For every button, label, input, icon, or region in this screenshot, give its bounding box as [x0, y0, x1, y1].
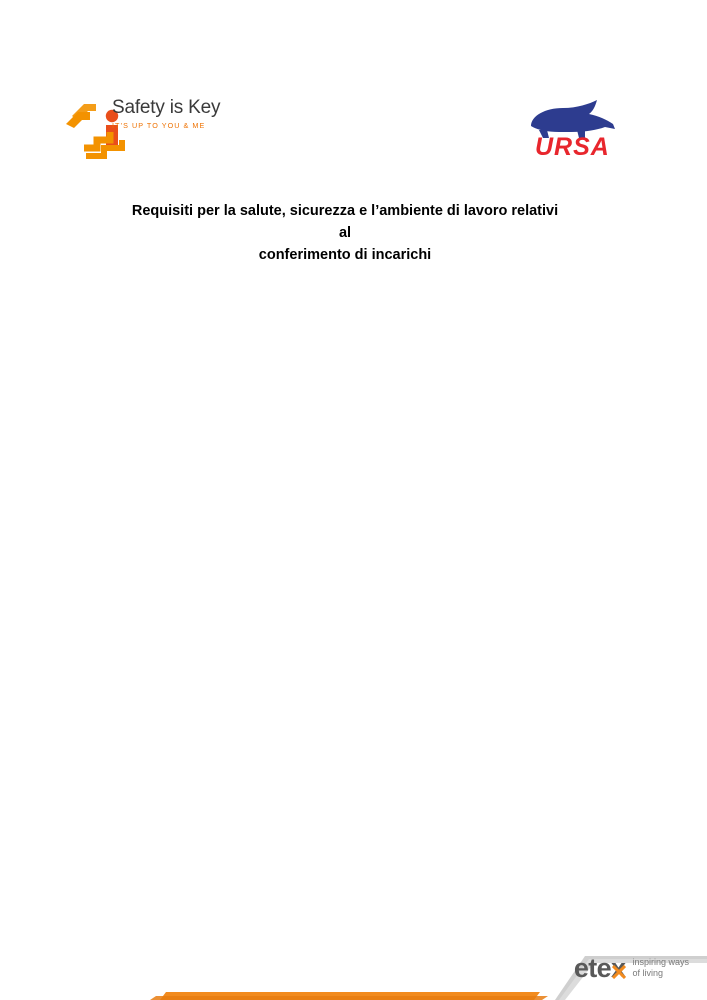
safety-logo-title: Safety is Key [112, 97, 221, 118]
etex-wordmark: etex [573, 953, 626, 983]
page-title-line-2: al [338, 225, 352, 241]
page-title-line-3: conferimento di incarichi [258, 247, 432, 263]
page-title [55, 200, 635, 266]
document-footer [0, 930, 707, 1000]
page-title-line-1: Requisiti per la salute, sicurezza e l’ambiente di lavoro relativi [131, 203, 559, 219]
etex-logo [574, 955, 689, 982]
ursa-wordmark: URSA [535, 133, 610, 158]
etex-x-accent-icon [612, 965, 626, 979]
etex-tagline-line-1: inspiring ways [632, 957, 689, 967]
safety-logo-subtitle: IT’S UP TO YOU & ME [112, 121, 206, 130]
ursa-logo [519, 96, 629, 158]
etex-tagline [632, 957, 689, 982]
safety-is-key-text [112, 98, 242, 131]
etex-tagline-line-2: of living [632, 968, 663, 978]
document-header [0, 90, 707, 170]
